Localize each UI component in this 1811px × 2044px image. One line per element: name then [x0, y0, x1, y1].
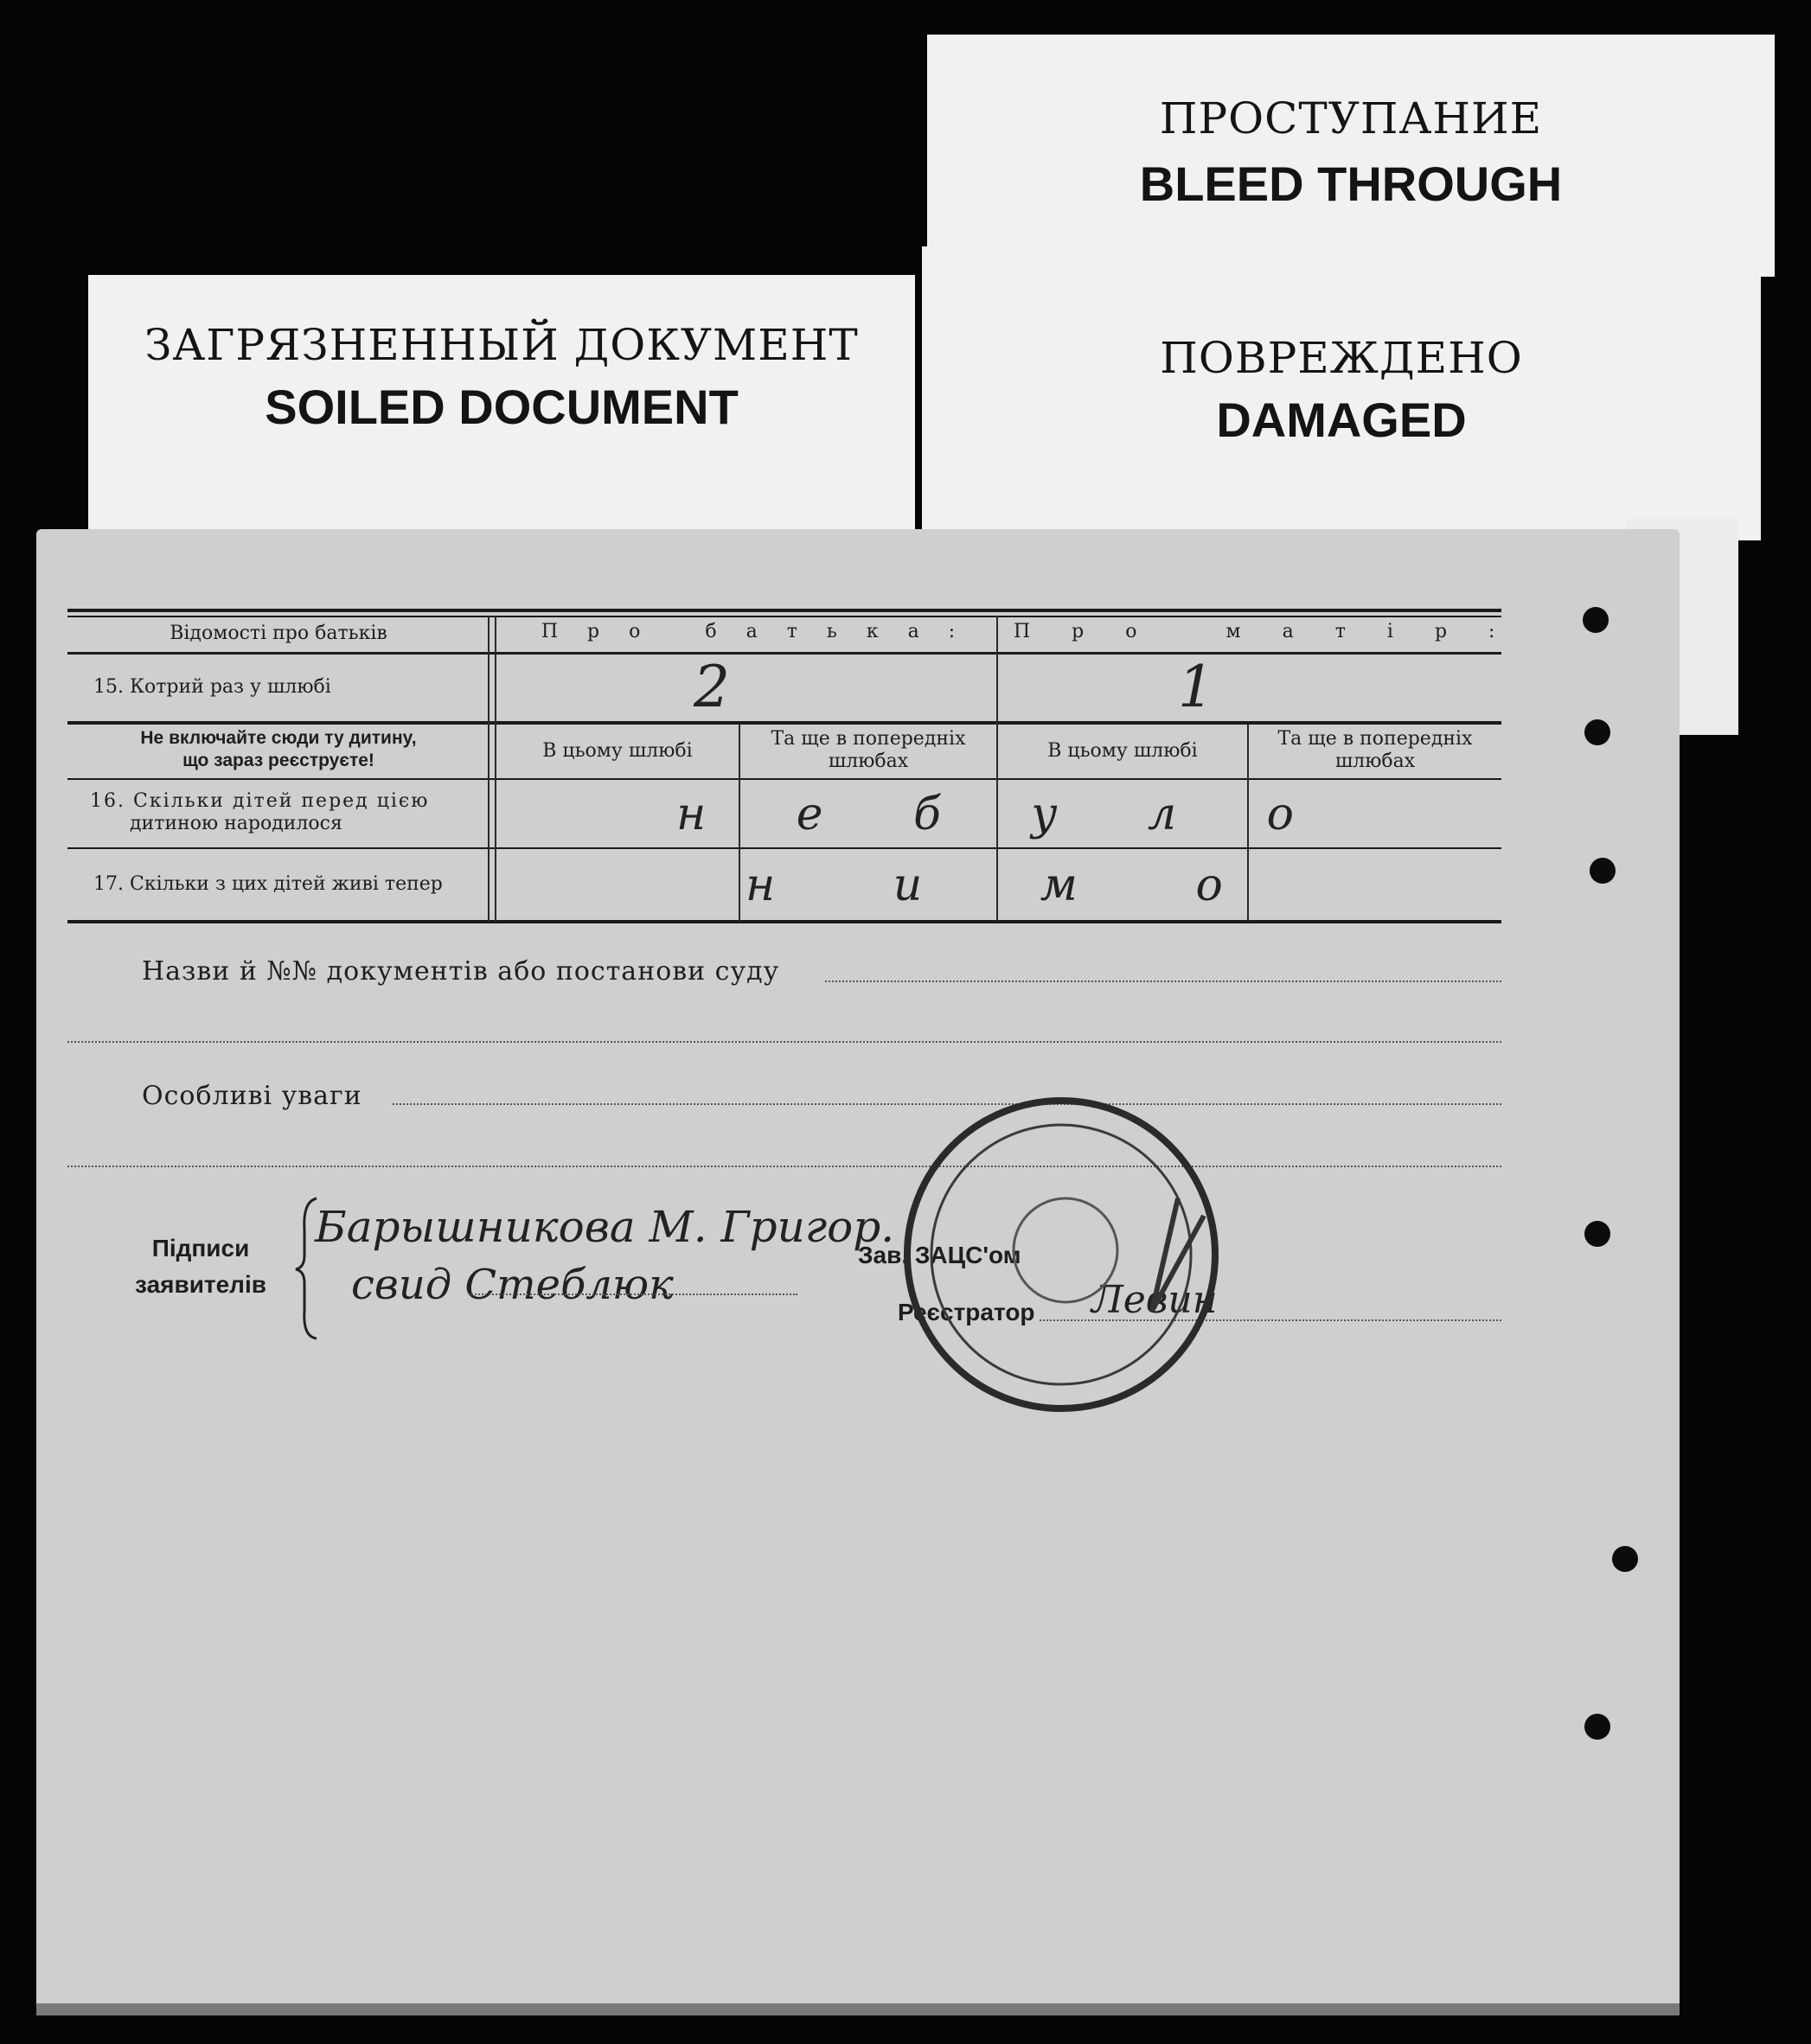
- mother-header: Про матір:: [1014, 621, 1537, 642]
- header-rule: [67, 652, 1501, 655]
- binding-hole: [1590, 858, 1616, 884]
- table-top-rule: [67, 609, 1501, 612]
- damaged-en: DAMAGED: [1216, 393, 1467, 447]
- father-this-marriage: В цьому шлюбі: [542, 740, 693, 762]
- damaged-card: [922, 246, 1761, 540]
- father-previous-1: Та ще в попередніх: [771, 728, 966, 750]
- bleed-through-ru: ПРОСТУПАНИЕ: [1159, 93, 1543, 144]
- documents-label: Назви й №№ документів або постанови суду: [142, 956, 780, 987]
- note-line1: Не включайте сюди ту дитину,: [140, 728, 417, 748]
- page-edge: [36, 2003, 1680, 2015]
- mother-previous-1: Та ще в попередніх: [1277, 728, 1473, 750]
- documents-dotted-line: [825, 980, 1501, 982]
- row16-rule: [67, 847, 1501, 849]
- signature-dotted-line: [469, 1293, 797, 1295]
- parents-info-header: Відомості про батьків: [170, 623, 387, 644]
- documents-dotted-line-2: [67, 1041, 1501, 1043]
- row16-label-1: 16. Скільки дітей перед цією: [90, 790, 430, 812]
- bleed-through-card: [927, 35, 1775, 277]
- bleed-through-en: BLEED THROUGH: [1139, 156, 1563, 211]
- head-label: Зав. ЗАЦС'ом: [858, 1242, 1021, 1268]
- soiled-document-card: [88, 275, 915, 552]
- signature-2: свид Стеблюк: [351, 1261, 674, 1309]
- col-divider-1: [488, 616, 490, 922]
- remarks-dotted-line-2: [67, 1166, 1501, 1167]
- table-bottom-rule: [67, 920, 1501, 923]
- table-top-rule-2: [67, 616, 1501, 617]
- row16-handwriting: н е б у л о: [676, 789, 1332, 840]
- binding-hole: [1584, 1221, 1610, 1247]
- binding-hole: [1584, 719, 1610, 745]
- registrar-label: Реєстратор: [898, 1299, 1035, 1325]
- subheader-rule: [67, 778, 1501, 780]
- row15-mother-value: 1: [1178, 654, 1214, 720]
- mother-previous-2: шлюбах: [1334, 751, 1416, 772]
- signatures-label-1: Підписи: [151, 1235, 250, 1262]
- note-line2: що зараз реєструєте!: [182, 751, 374, 770]
- mother-this-marriage: В цьому шлюбі: [1047, 740, 1198, 762]
- form-page: [36, 529, 1680, 2003]
- official-stamp: [893, 1086, 1230, 1423]
- binding-hole: [1583, 607, 1609, 633]
- binding-hole: [1612, 1546, 1638, 1572]
- row15-father-value: 2: [694, 654, 730, 720]
- row15-rule: [67, 721, 1501, 725]
- col-divider-1b: [495, 616, 496, 922]
- row16-label-2: дитиною народилося: [130, 813, 342, 834]
- signature-1: Барышникова М. Григор.: [315, 1202, 895, 1252]
- binding-hole: [1584, 1714, 1610, 1740]
- damaged-ru: ПОВРЕЖДЕНО: [1160, 333, 1523, 383]
- remarks-label: Особливі уваги: [142, 1081, 362, 1111]
- row15-label: 15. Котрий раз у шлюбі: [93, 676, 331, 698]
- row17-handwriting: н и м о: [746, 859, 1275, 911]
- father-previous-2: шлюбах: [828, 751, 909, 772]
- soiled-ru: ЗАГРЯЗНЕННЫЙ ДОКУМЕНТ: [144, 320, 859, 370]
- signatures-label-2: заявителів: [135, 1271, 266, 1298]
- registrar-signature: Левин: [1091, 1278, 1218, 1322]
- soiled-en: SOILED DOCUMENT: [265, 380, 739, 434]
- row17-label: 17. Скільки з цих дітей живі тепер: [93, 873, 443, 895]
- father-header: Про батька:: [541, 621, 985, 642]
